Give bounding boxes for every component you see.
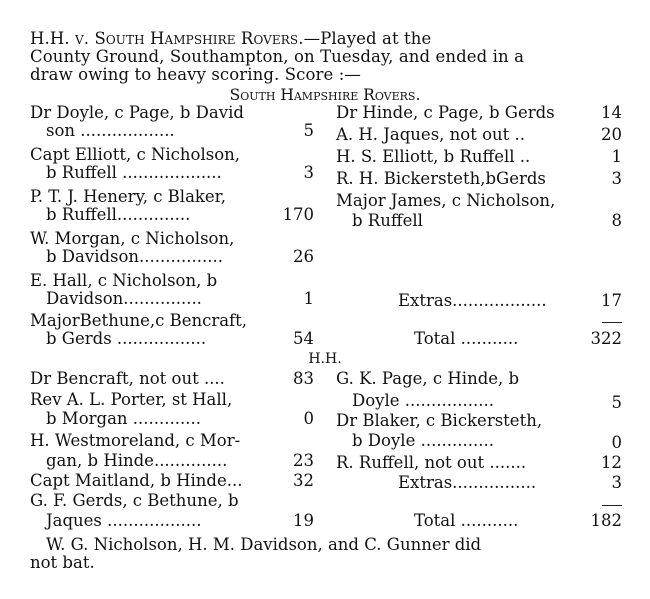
total-rule xyxy=(602,322,622,323)
batting-score: 32 xyxy=(293,471,314,490)
batting-line: Major James, c Nicholson, xyxy=(336,191,556,210)
batting-score: 12 xyxy=(601,453,622,472)
footer-line-1: W. G. Nicholson, H. M. Davidson, and C. Gunner did xyxy=(46,535,482,554)
batting-score: 170 xyxy=(282,205,314,224)
batting-score: 1 xyxy=(611,147,622,166)
batting-line: Capt Elliott, c Nicholson, xyxy=(30,145,241,164)
innings-2-heading: H.H. xyxy=(308,351,342,367)
intro-line-1: —Played at the xyxy=(303,29,432,48)
batting-line: b Morgan ............. xyxy=(46,409,201,428)
batting-line: Doyle ................. xyxy=(352,391,494,410)
batting-score: 23 xyxy=(293,451,314,470)
batting-score: 0 xyxy=(611,433,622,452)
batting-line: Dr Blaker, c Bickersteth, xyxy=(336,411,543,430)
batting-line: E. Hall, c Nicholson, b xyxy=(30,271,218,290)
total-line: Total ........... xyxy=(414,511,519,530)
batting-score: 20 xyxy=(601,125,622,144)
batting-line: Davidson............... xyxy=(46,289,202,308)
batting-line: b Davidson................ xyxy=(46,247,223,266)
batting-score: 19 xyxy=(293,511,314,530)
batting-score: 5 xyxy=(611,393,622,412)
batting-score: 3 xyxy=(611,169,622,188)
batting-line: A. H. Jaques, not out .. xyxy=(336,125,526,144)
total-rule xyxy=(602,505,622,506)
batting-line: P. T. J. Henery, c Blaker, xyxy=(30,187,227,206)
intro-line-3: draw owing to heavy scoring. Score :— xyxy=(30,65,361,84)
batting-score: 3 xyxy=(303,163,314,182)
batting-score: 0 xyxy=(303,409,314,428)
batting-line: b Ruffell.............. xyxy=(46,205,191,224)
extras-score: 3 xyxy=(611,473,622,492)
batting-score: 8 xyxy=(611,211,622,230)
batting-line: Dr Doyle, c Page, b David xyxy=(30,103,244,122)
batting-score: 54 xyxy=(293,329,314,348)
batting-line: G. F. Gerds, c Bethune, b xyxy=(30,491,239,510)
total-score: 322 xyxy=(590,329,622,348)
batting-line: H. S. Elliott, b Ruffell .. xyxy=(336,147,531,166)
batting-line: W. Morgan, c Nicholson, xyxy=(30,229,235,248)
footer-line-2: not bat. xyxy=(30,553,95,572)
batting-line: gan, b Hinde.............. xyxy=(46,451,228,470)
batting-score: 5 xyxy=(303,121,314,140)
batting-line: b Doyle .............. xyxy=(352,431,495,450)
batting-line: R. H. Bickersteth,bGerds xyxy=(336,169,546,188)
batting-line: G. K. Page, c Hinde, b xyxy=(336,369,520,388)
extras-line: Extras................ xyxy=(398,473,537,492)
batting-score: 83 xyxy=(293,369,314,388)
batting-line: b Ruffell ................... xyxy=(46,163,222,182)
batting-line: b Gerds ................. xyxy=(46,329,207,348)
match-title: H.H. v. South Hampshire Rovers. xyxy=(30,29,304,48)
extras-score: 17 xyxy=(601,291,622,310)
batting-line: son .................. xyxy=(46,121,175,140)
batting-line: MajorBethune,c Bencraft, xyxy=(30,311,248,330)
total-score: 182 xyxy=(590,511,622,530)
extras-line: Extras.................. xyxy=(398,291,547,310)
total-line: Total ........... xyxy=(414,329,519,348)
batting-line: Jaques .................. xyxy=(46,511,202,530)
batting-line: Dr Hinde, c Page, b Gerds xyxy=(336,103,555,122)
batting-line: R. Ruffell, not out ....... xyxy=(336,453,527,472)
innings-1-heading: South Hampshire Rovers. xyxy=(229,86,421,104)
batting-line: H. Westmoreland, c Mor- xyxy=(30,431,241,450)
batting-line: b Ruffell xyxy=(352,211,423,230)
batting-score: 14 xyxy=(601,103,622,122)
report-title-line xyxy=(30,30,431,48)
batting-score: 1 xyxy=(303,289,314,308)
intro-line-2: County Ground, Southampton, on Tuesday, and ended in a xyxy=(30,47,525,66)
batting-line: Capt Maitland, b Hinde... xyxy=(30,471,243,490)
batting-score: 26 xyxy=(293,247,314,266)
batting-line: Rev A. L. Porter, st Hall, xyxy=(30,390,233,409)
batting-line: Dr Bencraft, not out .... xyxy=(30,369,225,388)
